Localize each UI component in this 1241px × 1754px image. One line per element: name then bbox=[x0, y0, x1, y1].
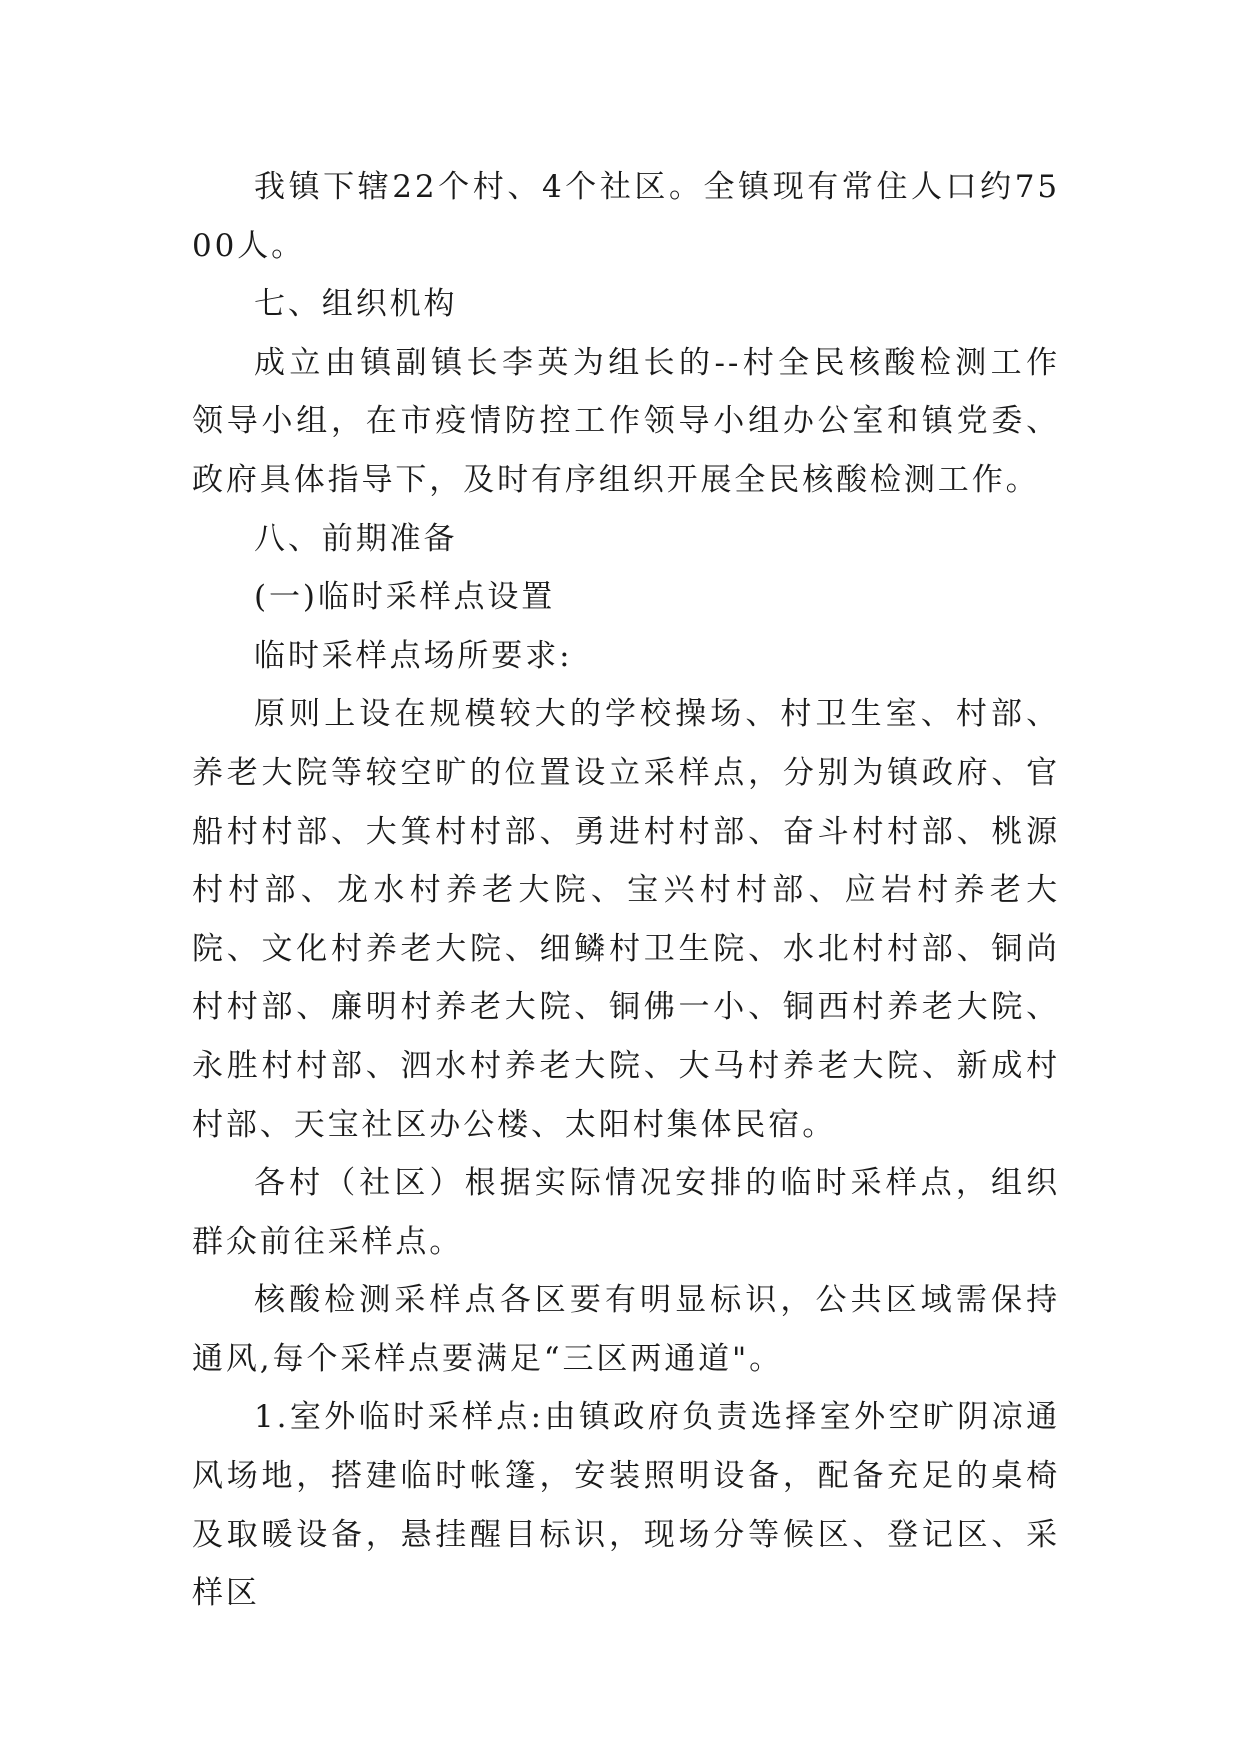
paragraph-site-signage: 核酸检测采样点各区要有明显标识，公共区域需保持通风,每个采样点要满足“三区两通道"。 bbox=[192, 1282, 1060, 1377]
paragraph-outdoor-sites: 1.室外临时采样点:由镇政府负责选择室外空旷阴凉通风场地，搭建临时帐篷，安装照明设备，配备充足的桌椅及取暖设备，悬挂醒目标识，现场分等候区、登记区、采样区 bbox=[192, 1399, 1060, 1612]
paragraph-population: 我镇下辖22个村、4个社区。全镇现有常住人口约7500人。 bbox=[192, 169, 1060, 264]
paragraph-site-list: 原则上设在规模较大的学校操场、村卫生室、村部、养老大院等较空旷的位置设立采样点，分别为镇政府、官船村村部、大箕村村部、勇进村村部、奋斗村村部、桃源村村部、龙水村养老大院、宝兴村村部、应岩村养老大院、文化村养老大院、细鳞村卫生院、水北村村部、铜尚村村部、廉明村养老大院、铜佛一小、铜西村养老大院、永胜村村部、泗水村养老大院、大马村养老大院、新成村村部、天宝社区办公楼、太阳村集体民宿。 bbox=[192, 696, 1060, 1143]
paragraph-site-requirements: 临时采样点场所要求: bbox=[254, 637, 573, 674]
document-body bbox=[192, 158, 1060, 1623]
paragraph-leadership-group: 成立由镇副镇长李英为组长的--村全民核酸检测工作领导小组，在市疫情防控工作领导小组办公室和镇党委、政府具体指导下，及时有序组织开展全民核酸检测工作。 bbox=[192, 344, 1060, 498]
subsection-heading-sampling-sites: (一)临时采样点设置 bbox=[254, 579, 556, 616]
paragraph-village-arrangement: 各村（社区）根据实际情况安排的临时采样点，组织群众前往采样点。 bbox=[192, 1165, 1060, 1260]
section-heading-preparation: 八、前期准备 bbox=[254, 520, 458, 557]
section-heading-organization: 七、组织机构 bbox=[254, 286, 458, 323]
